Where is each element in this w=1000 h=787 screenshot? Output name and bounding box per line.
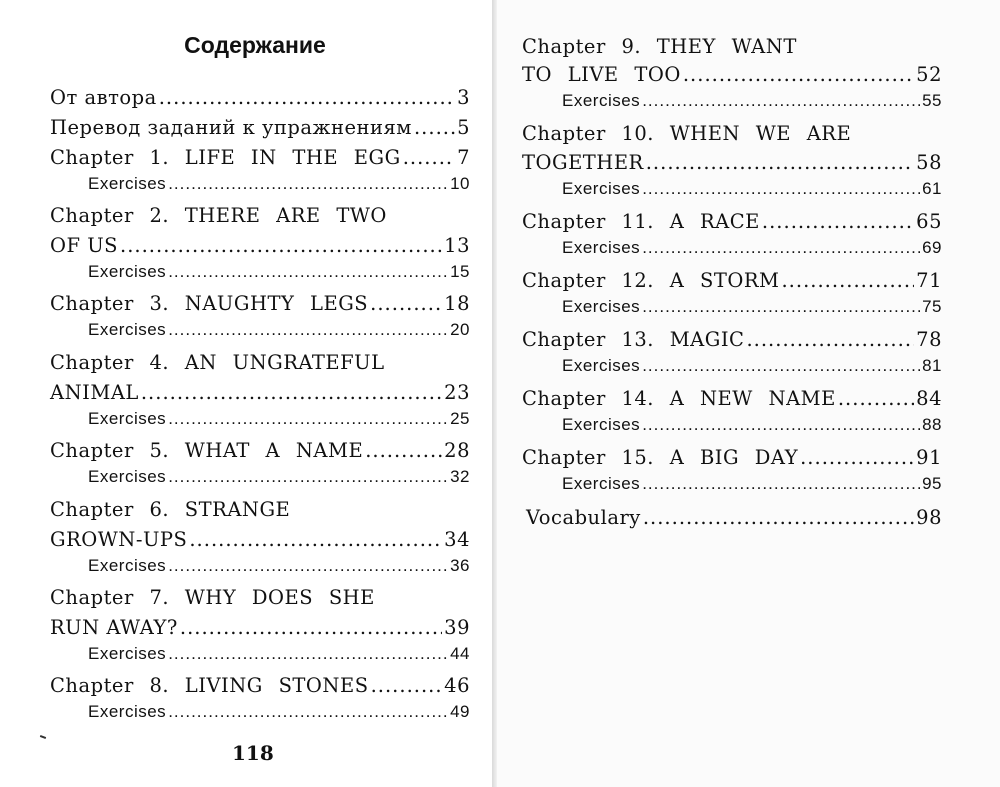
entry-page: 32: [450, 467, 470, 486]
toc-entry-chapter-15[interactable]: [522, 446, 942, 469]
toc-entry-chapter-3[interactable]: [50, 292, 470, 315]
entry-page: 98: [916, 506, 942, 529]
leader-dots: [365, 439, 442, 462]
entry-label: Vocabulary: [526, 506, 641, 529]
leader-dots: [683, 63, 914, 86]
entry-label: ANIMAL: [50, 381, 139, 404]
leader-dots: [642, 238, 920, 258]
entry-label: Exercises: [562, 356, 641, 375]
leader-dots: [642, 415, 920, 435]
page-title: Содержание: [184, 32, 326, 58]
entry-page: 49: [450, 702, 470, 721]
entry-label: Exercises: [88, 644, 167, 663]
entry-label: Chapter 8. LIVING STONES: [50, 674, 369, 697]
entry-label: Exercises: [562, 297, 641, 316]
leader-dots: [762, 210, 914, 233]
toc-entry-exercises-1[interactable]: [88, 174, 470, 194]
entry-label: RUN AWAY?: [50, 616, 178, 639]
leader-dots: [371, 674, 443, 697]
leader-dots: [168, 644, 448, 664]
toc-entry-chapter-10[interactable]: [522, 151, 942, 174]
toc-entry-chapter-7[interactable]: [50, 616, 470, 639]
leader-dots: [838, 387, 914, 410]
entry-label: Chapter 5. WHAT A NAME: [50, 439, 364, 462]
entry-page: 78: [916, 328, 942, 351]
entry-label: Exercises: [562, 415, 641, 434]
toc-entry-chapter-1[interactable]: [50, 146, 470, 169]
leader-dots: [168, 174, 448, 194]
toc-entry-exercises-4[interactable]: [88, 409, 470, 429]
toc-entry-exercises-11[interactable]: [562, 238, 942, 258]
toc-entry-chapter-10-title[interactable]: Chapter 10. WHEN WE ARE: [522, 122, 852, 145]
entry-page: 75: [922, 297, 942, 316]
leader-dots: [642, 297, 920, 317]
entry-page: 65: [916, 210, 942, 233]
page-number: 118: [232, 741, 274, 765]
entry-label: Exercises: [562, 179, 641, 198]
toc-entry-chapter-12[interactable]: [522, 269, 942, 292]
entry-page: 71: [916, 269, 942, 292]
entry-label: От автора: [50, 86, 157, 109]
entry-page: 95: [922, 474, 942, 493]
toc-entry-exercises-8[interactable]: [88, 702, 470, 722]
entry-label: Exercises: [562, 238, 641, 257]
entry-label: TOGETHER: [522, 151, 644, 174]
leader-dots: [120, 234, 442, 257]
toc-entry-vocabulary[interactable]: [526, 506, 942, 529]
toc-entry-chapter-11[interactable]: [522, 210, 942, 233]
entry-label: Chapter 3. NAUGHTY LEGS: [50, 292, 369, 315]
entry-page: 7: [457, 146, 470, 169]
entry-label: Exercises: [88, 409, 167, 428]
toc-entry-exercises-3[interactable]: [88, 320, 470, 340]
leader-dots: [781, 269, 914, 292]
entry-label: Exercises: [88, 556, 167, 575]
leader-dots: [642, 356, 920, 376]
leader-dots: [414, 116, 455, 139]
entry-page: 18: [444, 292, 470, 315]
entry-label: Exercises: [88, 467, 167, 486]
entry-label: Chapter 15. A BIG DAY: [522, 446, 799, 469]
toc-entry-chapter-6[interactable]: [50, 528, 470, 551]
entry-page: 69: [922, 238, 942, 257]
entry-page: 36: [450, 556, 470, 575]
entry-page: 23: [444, 381, 470, 404]
entry-label: GROWN-UPS: [50, 528, 188, 551]
leader-dots: [180, 616, 442, 639]
leader-dots: [168, 556, 448, 576]
leader-dots: [168, 702, 448, 722]
entry-page: 61: [922, 179, 942, 198]
leader-dots: [746, 328, 914, 351]
entry-label: Exercises: [88, 702, 167, 721]
entry-page: 25: [450, 409, 470, 428]
entry-page: 91: [916, 446, 942, 469]
entry-page: 55: [922, 91, 942, 110]
entry-page: 84: [916, 387, 942, 410]
leader-dots: [642, 474, 920, 494]
entry-page: 13: [444, 234, 470, 257]
entry-page: 3: [457, 86, 470, 109]
leader-dots: [168, 262, 448, 282]
leader-dots: [800, 446, 914, 469]
toc-entry-chapter-4-title[interactable]: Chapter 4. AN UNGRATEFUL: [50, 351, 385, 374]
entry-page: 44: [450, 644, 470, 663]
entry-page: 28: [444, 439, 470, 462]
entry-label: Chapter 12. A STORM: [522, 269, 780, 292]
toc-entry-exercises-7[interactable]: [88, 644, 470, 664]
toc-entry-chapter-7-title[interactable]: Chapter 7. WHY DOES SHE: [50, 586, 375, 609]
toc-entry-chapter-13[interactable]: [522, 328, 942, 351]
entry-label: Chapter 13. MAGIC: [522, 328, 745, 351]
leader-dots: [141, 381, 442, 404]
toc-entry-exercises-5[interactable]: [88, 467, 470, 487]
toc-entry-exercises-12[interactable]: [562, 297, 942, 317]
toc-entry-exercises-10[interactable]: [562, 179, 942, 199]
leader-dots: [159, 86, 455, 109]
toc-entry-translation[interactable]: [50, 116, 470, 139]
leader-dots: [189, 528, 442, 551]
leader-dots: [642, 91, 920, 111]
toc-entry-chapter-6-title[interactable]: Chapter 6. STRANGE: [50, 498, 291, 521]
entry-page: 5: [457, 116, 470, 139]
entry-page: 10: [450, 174, 470, 193]
entry-page: 81: [922, 356, 942, 375]
entry-page: 39: [444, 616, 470, 639]
entry-page: 58: [916, 151, 942, 174]
leader-dots: [403, 146, 455, 169]
toc-entry-chapter-9[interactable]: [522, 63, 942, 86]
entry-page: 88: [922, 415, 942, 434]
entry-page: 46: [444, 674, 470, 697]
toc-entry-exercises-2[interactable]: [88, 262, 470, 282]
toc-entry-chapter-5[interactable]: [50, 439, 470, 462]
entry-label: TO LIVE TOO: [522, 63, 681, 86]
entry-label: OF US: [50, 234, 119, 257]
leader-dots: [168, 467, 448, 487]
entry-page: 20: [450, 320, 470, 339]
entry-label: Chapter 11. A RACE: [522, 210, 760, 233]
toc-entry-chapter-8[interactable]: [50, 674, 470, 697]
toc-entry-chapter-2-title[interactable]: Chapter 2. THERE ARE TWO: [50, 204, 387, 227]
toc-entry-exercises-15[interactable]: [562, 474, 942, 494]
toc-entry-foreword[interactable]: [50, 86, 470, 109]
entry-label: Exercises: [562, 474, 641, 493]
leader-dots: [370, 292, 442, 315]
toc-entry-exercises-6[interactable]: [88, 556, 470, 576]
entry-label: Chapter 14. A NEW NAME: [522, 387, 836, 410]
entry-label: Exercises: [88, 174, 167, 193]
toc-entry-chapter-2[interactable]: [50, 234, 470, 257]
entry-label: Перевод заданий к упражнениям: [50, 116, 412, 139]
leader-dots: [642, 179, 920, 199]
leader-dots: [643, 506, 914, 529]
entry-page: 15: [450, 262, 470, 281]
entry-label: Exercises: [562, 91, 641, 110]
entry-page: 52: [916, 63, 942, 86]
toc-entry-chapter-4[interactable]: [50, 381, 470, 404]
toc-entry-exercises-9[interactable]: [562, 91, 942, 111]
entry-label: Exercises: [88, 262, 167, 281]
leader-dots: [168, 320, 448, 340]
leader-dots: [168, 409, 448, 429]
entry-label: Exercises: [88, 320, 167, 339]
toc-entry-exercises-13[interactable]: [562, 356, 942, 376]
toc-entry-chapter-9-title[interactable]: Chapter 9. THEY WANT: [522, 35, 797, 58]
leader-dots: [646, 151, 914, 174]
entry-page: 34: [444, 528, 470, 551]
toc-entry-chapter-14[interactable]: [522, 387, 942, 410]
toc-entry-exercises-14[interactable]: [562, 415, 942, 435]
entry-label: Chapter 1. LIFE IN THE EGG: [50, 146, 401, 169]
